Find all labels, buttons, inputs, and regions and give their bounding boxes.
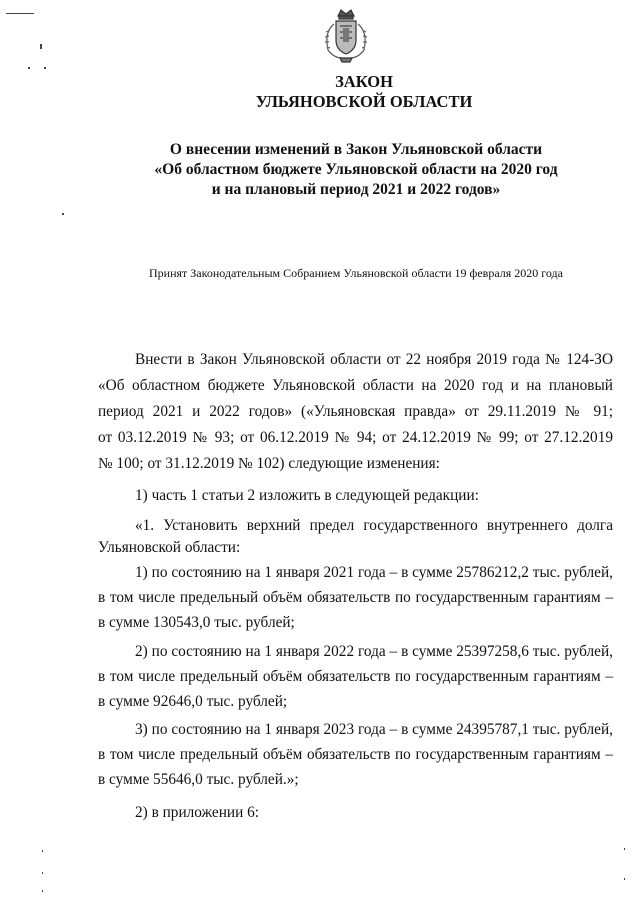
scan-dot: [42, 872, 43, 874]
paragraph-line: от 03.12.2019 № 93; от 06.12.2019 № 94; от 24.12.2019 № 99; от 27.12.2019: [98, 429, 613, 446]
paragraph-line: в сумме 55646,0 тыс. рублей.»;: [98, 771, 299, 788]
scan-dot: [44, 67, 46, 69]
scan-dot: [40, 44, 42, 49]
list-item: 3) по состоянию на 1 января 2023 года – в сумме 24395787,1 тыс. рублей,: [135, 721, 613, 738]
scan-dot: [42, 850, 43, 852]
scan-dot: [28, 67, 30, 69]
paragraph-line: в том числе предельный объём обязательств по государственным гарантиям –: [98, 668, 613, 685]
scan-dot: [62, 213, 64, 215]
paragraph-line: в том числе предельный объём обязательств по государственным гарантиям –: [98, 589, 613, 606]
scan-dot: [42, 890, 43, 892]
list-item: 1) по состоянию на 1 января 2021 года – в сумме 25786212,2 тыс. рублей,: [135, 564, 613, 581]
adoption-note: Принят Законодательным Собранием Ульяновской области 19 февраля 2020 года: [149, 266, 563, 280]
paragraph-line: «1. Установить верхний предел государственного внутреннего долга: [135, 517, 613, 534]
list-item: 2) в приложении 6:: [135, 804, 259, 821]
subject-line: «Об областном бюджете Ульяновской области на 2020 год: [154, 161, 558, 178]
paragraph-line: № 100; от 31.12.2019 № 102) следующие изменения:: [98, 455, 440, 472]
coat-of-arms-emblem: [316, 6, 376, 66]
scan-mark-top: [6, 13, 34, 14]
region-title: УЛЬЯНОВСКОЙ ОБЛАСТИ: [255, 92, 473, 111]
paragraph-line: период 2021 и 2022 годов» («Ульяновская правда» от 29.11.2019 № 91;: [98, 403, 613, 420]
list-item: 2) по состоянию на 1 января 2022 года – в сумме 25397258,6 тыс. рублей,: [135, 643, 613, 660]
paragraph-line: Внести в Закон Ульяновской области от 22 ноября 2019 года № 124-ЗО: [135, 351, 613, 368]
list-item: 1) часть 1 статьи 2 изложить в следующей редакции:: [135, 487, 479, 504]
law-title: ЗАКОН: [335, 72, 393, 91]
paragraph-line: Ульяновской области:: [98, 539, 241, 556]
paragraph-line: в сумме 130543,0 тыс. рублей;: [98, 614, 295, 631]
paragraph-line: «Об областном бюджете Ульяновской области на 2020 год и на плановый: [98, 377, 613, 394]
subject-line: и на плановый период 2021 и 2022 годов»: [211, 181, 501, 198]
scan-dot: [624, 878, 625, 880]
scan-dot: [624, 848, 625, 850]
paragraph-line: в сумме 92646,0 тыс. рублей;: [98, 693, 288, 710]
subject-line: О внесении изменений в Закон Ульяновской области: [169, 141, 543, 158]
paragraph-line: в том числе предельный объём обязательств по государственным гарантиям –: [98, 746, 613, 763]
